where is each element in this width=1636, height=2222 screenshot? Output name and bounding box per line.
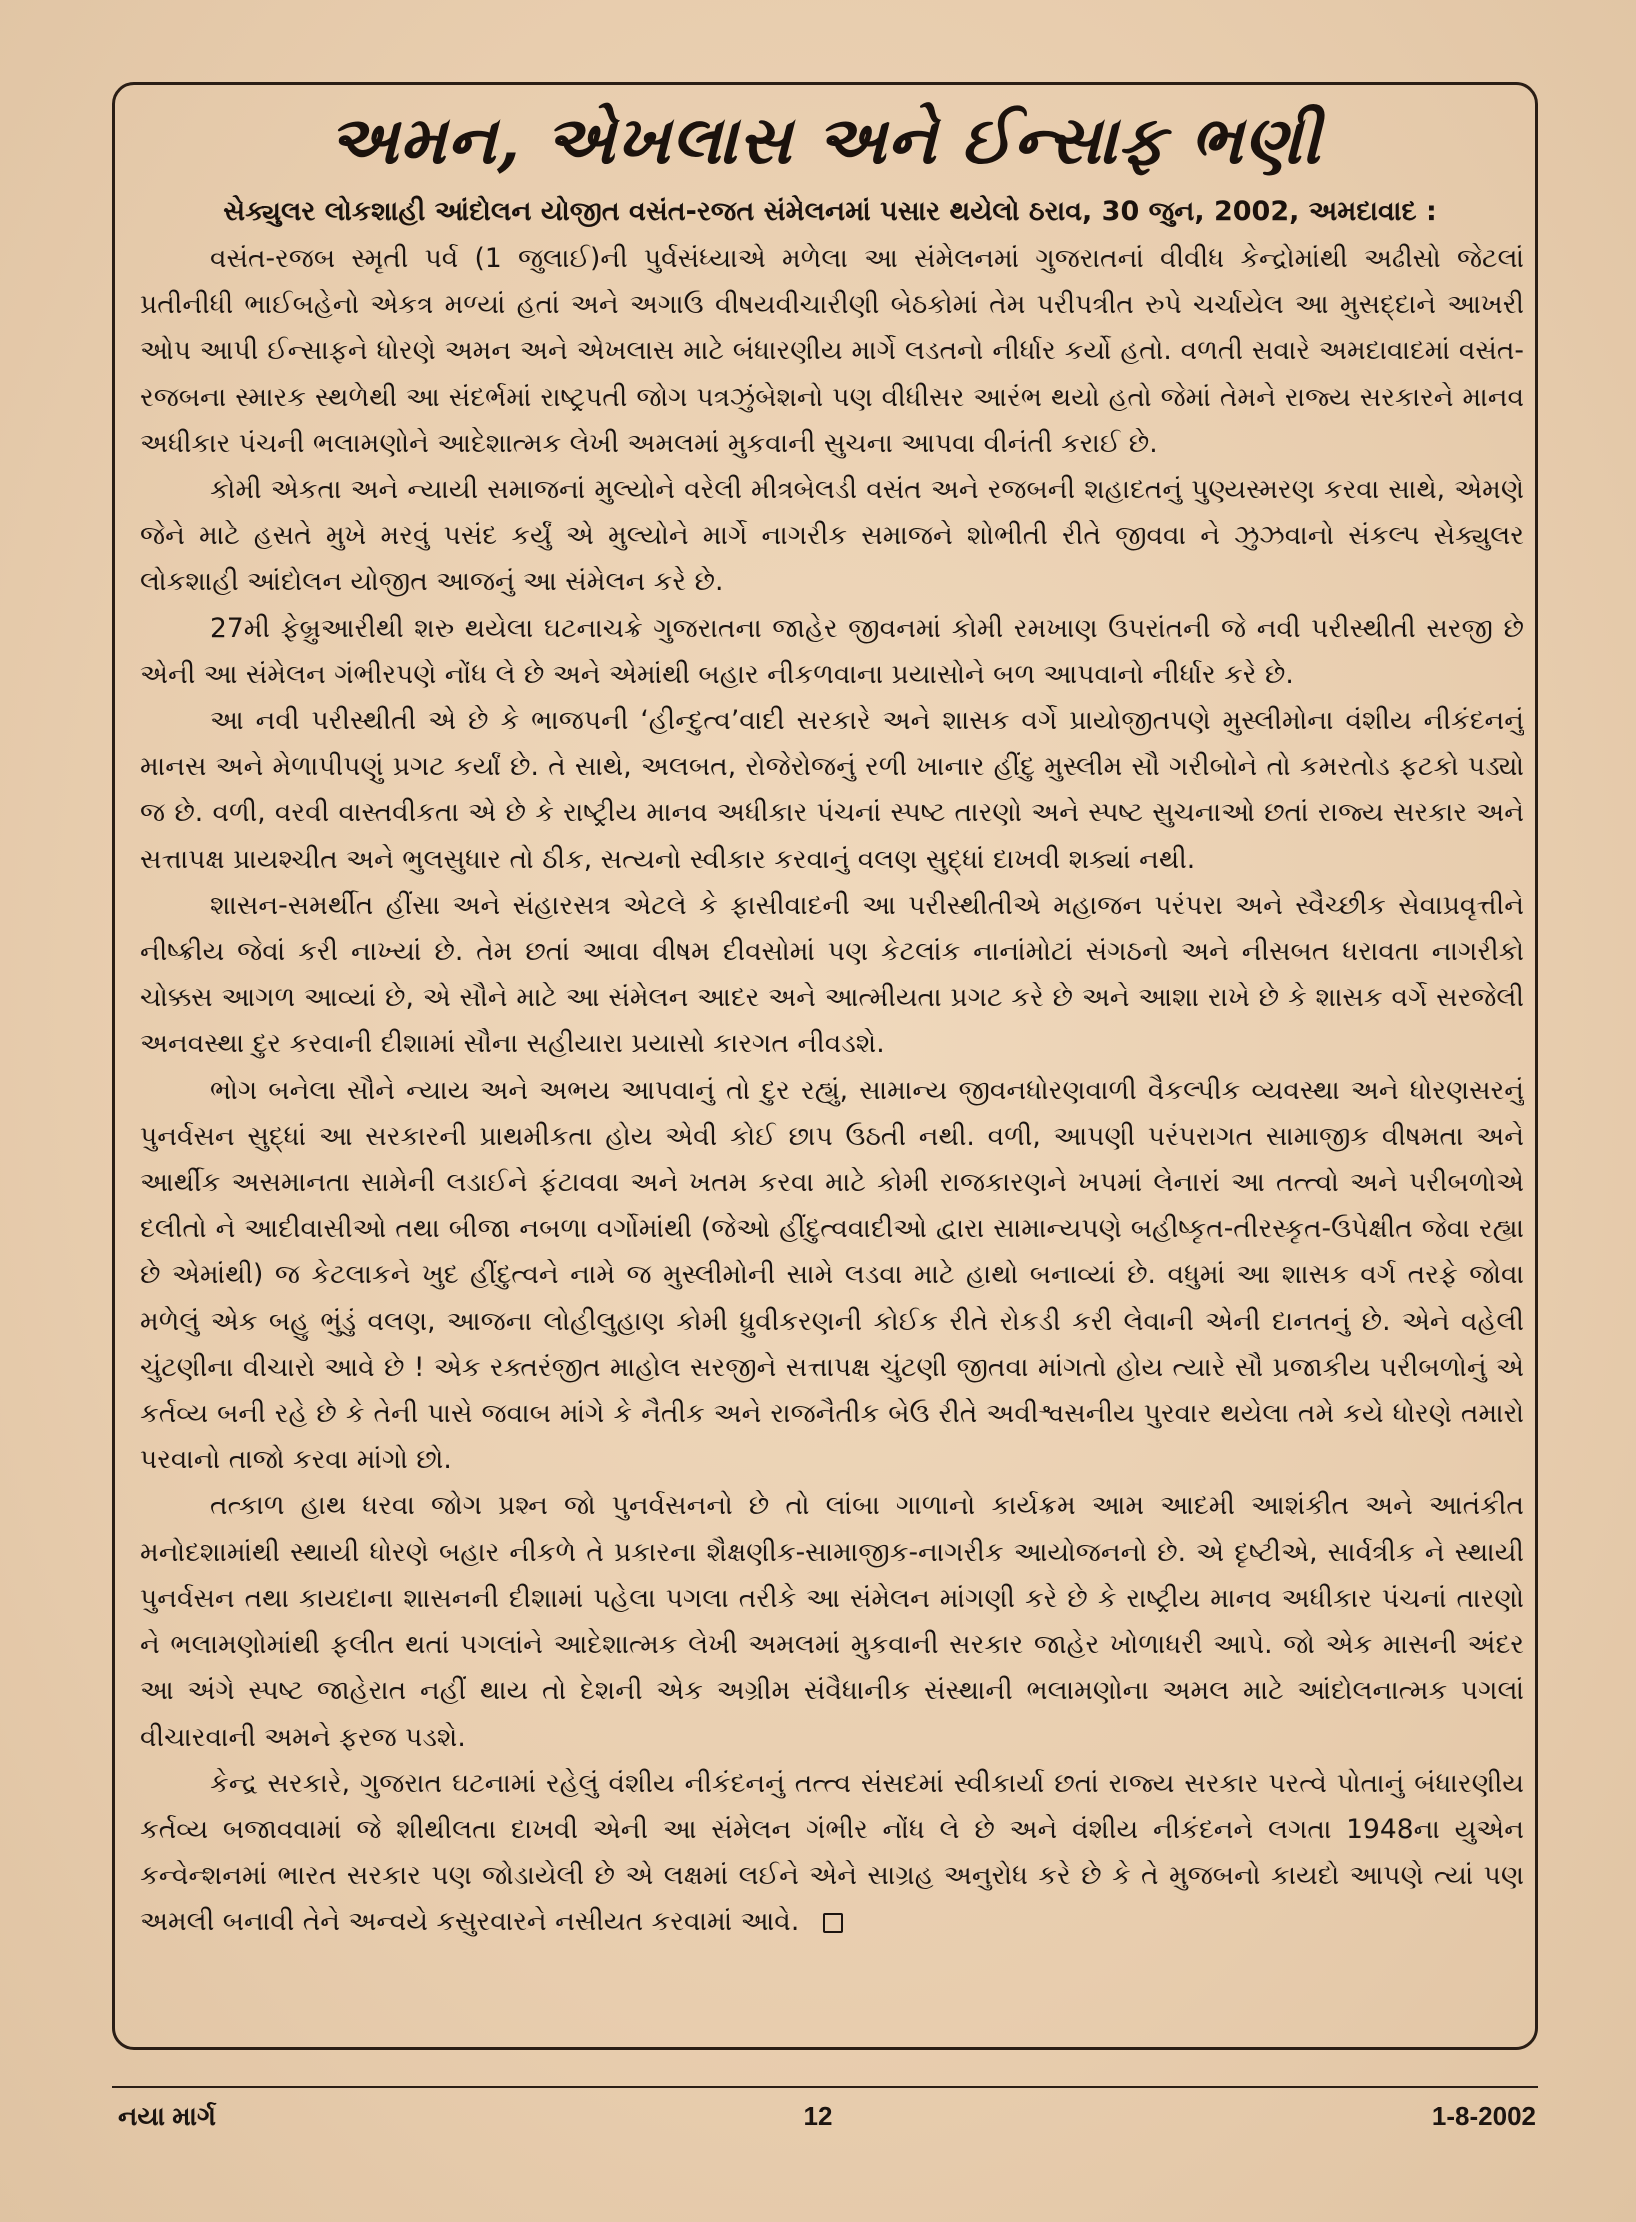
footer-divider [112, 2086, 1538, 2088]
paragraph: 27મી ફેબ્રુઆરીથી શરુ થયેલા ઘટનાચક્રે ગુજરાતના જાહેર જીવનમાં કોમી રમખાણ ઉપરાંતની જે નવી પરીસ્થીતી સરજી છે એની આ સંમેલન ગંભીરપણે નોંધ લે છે અને એમાંથી બહાર નીકળવાના પ્રયાસોને બળ આપવાનો નીર્ધાર કરે છે. [140, 612, 1524, 690]
article-subtitle: સેક્યુલર લોકશાહી આંદોલન યોજીત વસંત-રજત સંમેલનમાં પસાર થયેલો ઠરાવ, 30 જુન, 2002, અમદાવાદ : [223, 196, 1437, 227]
paragraph: વસંત-રજબ સ્મૃતી પર્વ (1 જુલાઈ)ની પુર્વસંધ્યાએ મળેલા આ સંમેલનમાં ગુજરાતનાં વીવીધ કેન્દ્રોમાંથી અઢીસો જેટલાં પ્રતીનીધી ભાઈબહેનો એકત્ર મળ્યાં હતાં અને અગાઉ વીષયવીચારીણી બેઠકોમાં તેમ પરીપત્રીત રુપે ચર્ચાયેલ આ મુસદ્દાને આખરી ઓપ આપી ઈન્સાફને ધોરણે અમન અને એખલાસ માટે બંધારણીય માર્ગે લડતનો નીર્ધાર કર્યો હતો. વળતી સવારે અમદાવાદમાં વસંત-રજબના સ્મારક સ્થળેથી આ સંદર્ભમાં રાષ્ટ્રપતી જોગ પત્રઝુંબેશનો પણ વીધીસર આરંભ થયો હતો જેમાં તેમને રાજ્ય સરકારને માનવ અધીકાર પંચની ભલામણોને આદેશાત્મક લેખી અમલમાં મુકવાની સુચના આપવા વીનંતી કરાઈ છે. [140, 243, 1524, 459]
paragraph-last-text: કેન્દ્ર સરકારે, ગુજરાત ઘટનામાં રહેલું વંશીય નીકંદનનું તત્ત્વ સંસદમાં સ્વીકાર્યા છતાં રાજ્ય સરકાર પરત્વે પોતાનું બંધારણીય કર્તવ્ય બજાવવામાં જે શીથીલતા દાખવી એની આ સંમેલન ગંભીર નોંધ લે છે અને વંશીય નીકંદનને લગતા 1948ના યુએન કન્વેન્શનમાં ભારત સરકાર પણ જોડાયેલી છે એ લક્ષમાં લઈને એને સાગ્રહ અનુરોધ કરે છે કે તે મુજબનો કાયદો આપણે ત્યાં પણ અમલી બનાવી તેને અન્વયે કસુરવારને નસીયત કરવામાં આવે. [140, 1767, 1524, 1938]
paragraph: શાસન-સમર્થીત હીંસા અને સંહારસત્ર એટલે કે ફાસીવાદની આ પરીસ્થીતીએ મહાજન પરંપરા અને સ્વૈચ્છીક સેવાપ્રવૃત્તીને નીષ્ક્રીય જેવાં કરી નાખ્યાં છે. તેમ છતાં આવા વીષમ દીવસોમાં પણ કેટલાંક નાનાંમોટાં સંગઠનો અને નીસબત ધરાવતા નાગરીકો ચોક્કસ આગળ આવ્યાં છે, એ સૌને માટે આ સંમેલન આદર અને આત્મીયતા પ્રગટ કરે છે અને આશા રાખે છે કે શાસક વર્ગે સરજેલી અનવસ્થા દુર કરવાની દીશામાં સૌના સહીયારા પ્રયાસો કારગત નીવડશે. [140, 889, 1524, 1060]
paragraph: આ નવી પરીસ્થીતી એ છે કે ભાજપની ‘હીન્દુત્વ’વાદી સરકારે અને શાસક વર્ગે પ્રાયોજીતપણે મુસ્લીમોના વંશીય નીકંદનનું માનસ અને મેળાપીપણું પ્રગટ કર્યાં છે. તે સાથે, અલબત, રોજેરોજનું રળી ખાનાર હીંદુ મુસ્લીમ સૌ ગરીબોને તો કમરતોડ ફટકો પડ્યો જ છે. વળી, વરવી વાસ્તવીકતા એ છે કે રાષ્ટ્રીય માનવ અધીકાર પંચનાં સ્પષ્ટ તારણો અને સ્પષ્ટ સુચનાઓ છતાં રાજ્ય સરકાર અને સત્તાપક્ષ પ્રાયશ્ચીત અને ભુલસુધાર તો ઠીક, સત્યનો સ્વીકાર કરવાનું વલણ સુદ્ધાં દાખવી શક્યાં નથી. [140, 705, 1524, 875]
paragraph: ભોગ બનેલા સૌને ન્યાય અને અભય આપવાનું તો દુર રહ્યું, સામાન્ય જીવનધોરણવાળી વૈકલ્પીક વ્યવસ્થા અને ધોરણસરનું પુનર્વસન સુદ્ધાં આ સરકારની પ્રાથમીકતા હોય એવી કોઈ છાપ ઉઠતી નથી. વળી, આપણી પરંપરાગત સામાજીક વીષમતા અને આર્થીક અસમાનતા સામેની લડાઈને ફંટાવવા અને ખતમ કરવા માટે કોમી રાજકારણને ખપમાં લેનારાં આ તત્ત્વો અને પરીબળોએ દલીતો ને આદીવાસીઓ તથા બીજા નબળા વર્ગોમાંથી (જેઓ હીંદુત્વવાદીઓ દ્વારા સામાન્યપણે બહીષ્કૃત-તીરસ્કૃત-ઉપેક્ષીત જેવા રહ્યા છે એમાંથી) જ કેટલાકને ખુદ હીંદુત્વને નામે જ મુસ્લીમોની સામે લડવા માટે હાથો બનાવ્યાં છે. વધુમાં આ શાસક વર્ગ તરફે જોવા મળેલું એક બહુ ભુંડું વલણ, આજના લોહીલુહાણ કોમી ધ્રુવીકરણની કોઈક રીતે રોકડી કરી લેવાની એની દાનતનું છે. એને વહેલી ચુંટણીના વીચારો આવે છે ! એક રક્તરંજીત માહોલ સરજીને સત્તાપક્ષ ચુંટણી જીતવા માંગતો હોય ત્યારે સૌ પ્રજાકીય પરીબળોનું એ કર્તવ્ય બની રહે છે કે તેની પાસે જવાબ માંગે કે નૈતીક અને રાજનૈતીક બેઉ રીતે અવીશ્વસનીય પુરવાર થયેલા તમે કયે ધોરણે તમારો પરવાનો તાજો કરવા માંગો છો. [140, 1074, 1524, 1476]
article-body [140, 236, 1524, 2026]
page-number: 12 [803, 2101, 833, 2131]
paragraph-last [140, 1761, 1524, 1946]
issue-date: 1-8-2002 [1431, 2101, 1536, 2131]
paragraph: તત્કાળ હાથ ધરવા જોગ પ્રશ્ન જો પુનર્વસનનો છે તો લાંબા ગાળાનો કાર્યક્રમ આમ આદમી આશંકીત અને આતંકીત મનોદશામાંથી સ્થાયી ધોરણે બહાર નીકળે તે પ્રકારના શૈક્ષણીક-સામાજીક-નાગરીક આયોજનનો છે. એ દૃષ્ટીએ, સાર્વત્રીક ને સ્થાયી પુનર્વસન તથા કાયદાના શાસનની દીશામાં પહેલા પગલા તરીકે આ સંમેલન માંગણી કરે છે કે રાષ્ટ્રીય માનવ અધીકાર પંચનાં તારણો ને ભલામણોમાંથી ફલીત થતાં પગલાંને આદેશાત્મક લેખી અમલમાં મુકવાની સરકાર જાહેર ખોળાધરી આપે. જો એક માસની અંદર આ અંગે સ્પષ્ટ જાહેરાત નહીં થાય તો દેશની એક અગ્રીમ સંવૈધાનીક સંસ્થાની ભલામણોના અમલ માટે આંદોલનાત્મક પગલાં વીચારવાની અમને ફરજ પડશે. [140, 1490, 1524, 1753]
article-title: અમન, એખલાસ અને ઈન્સાફ ભણી [328, 101, 1322, 179]
publication-name: નયા માર્ગ [118, 2101, 216, 2131]
end-mark-icon [823, 1913, 843, 1933]
paragraph: કોમી એકતા અને ન્યાયી સમાજનાં મુલ્યોને વરેલી મીત્રબેલડી વસંત અને રજબની શહાદતનું પુણ્યસ્મરણ કરવા સાથે, એમણે જેને માટે હસતે મુખે મરવું પસંદ કર્યું એ મુલ્યોને માર્ગે નાગરીક સમાજને શોભીતી રીતે જીવવા ને ઝુઝવાનો સંકલ્પ સેક્યુલર લોકશાહી આંદોલન યોજીત આજનું આ સંમેલન કરે છે. [140, 474, 1524, 598]
